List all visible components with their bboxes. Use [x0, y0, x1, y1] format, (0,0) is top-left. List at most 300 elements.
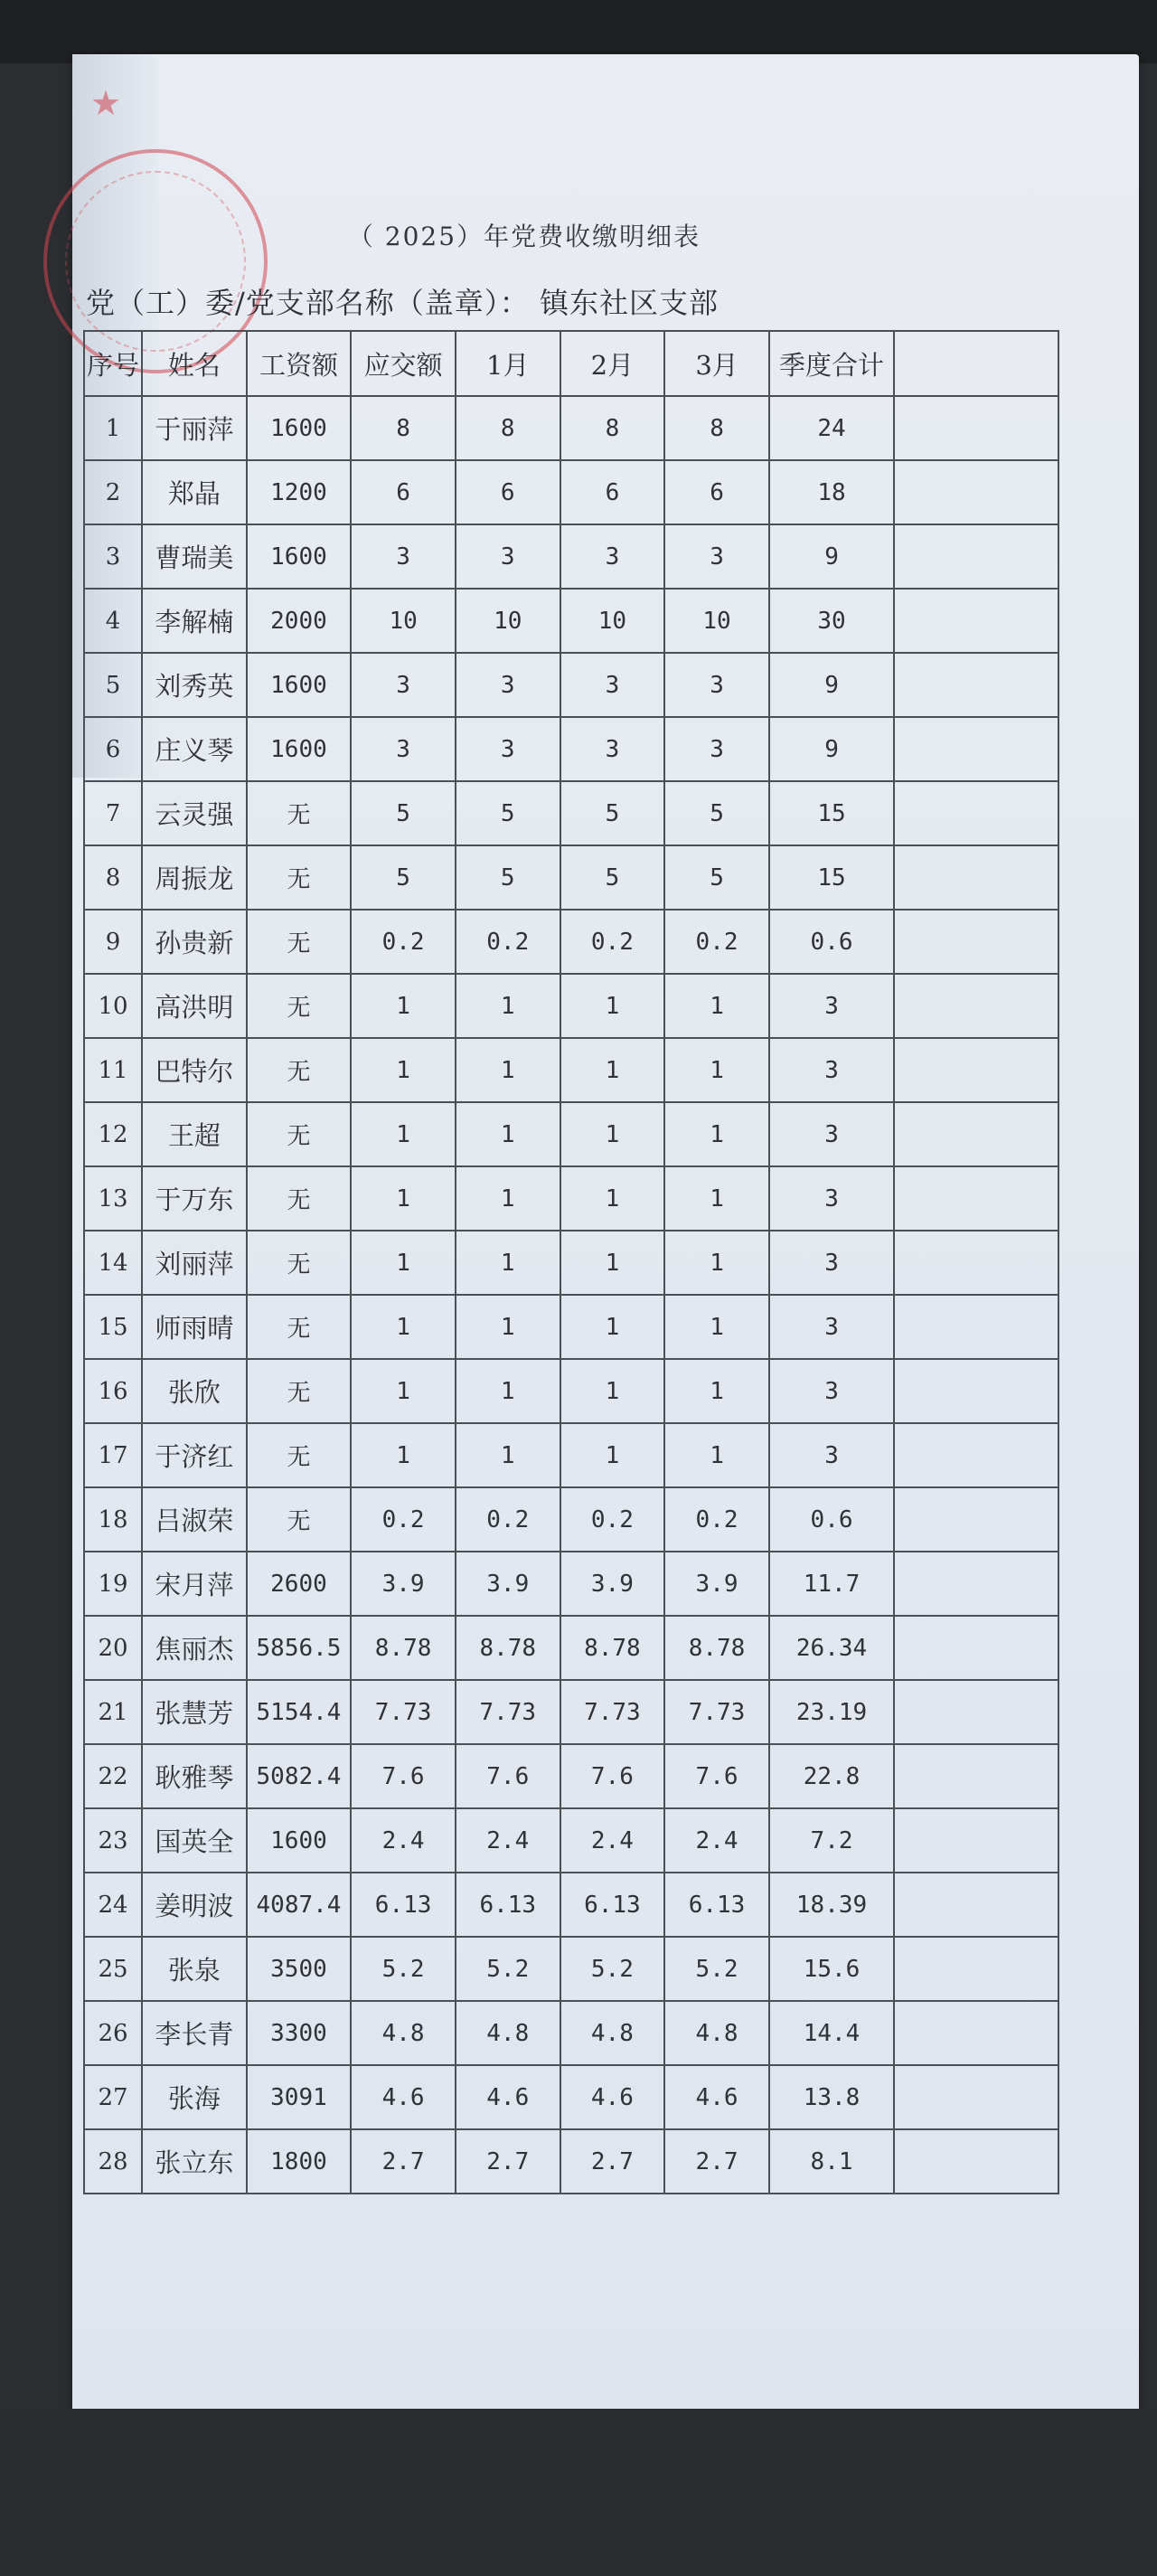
- month-3-cell: 1: [664, 1038, 769, 1102]
- salary-cell: 无: [247, 781, 352, 845]
- month-2-cell: 4.8: [560, 2001, 665, 2065]
- due-amount-cell: 3: [351, 653, 456, 717]
- table-row: [84, 845, 1058, 910]
- month-3-cell: 10: [664, 589, 769, 653]
- blank-cell: [894, 1680, 1058, 1744]
- salary-cell: 1200: [247, 460, 352, 524]
- table-row: [84, 1552, 1058, 1616]
- month-2-cell: 7.73: [560, 1680, 665, 1744]
- quarter-total-cell: 3: [769, 1166, 894, 1231]
- quarter-total-cell: 14.4: [769, 2001, 894, 2065]
- due-amount-cell: 1: [351, 1359, 456, 1423]
- month-2-cell: 0.2: [560, 910, 665, 974]
- month-1-cell: 3.9: [456, 1552, 560, 1616]
- header-due: 应交额: [351, 331, 456, 396]
- quarter-total-cell: 3: [769, 1359, 894, 1423]
- quarter-total-cell: 9: [769, 524, 894, 589]
- due-amount-cell: 1: [351, 1295, 456, 1359]
- member-name: 张慧芳: [142, 1680, 247, 1744]
- month-1-cell: 1: [456, 1359, 560, 1423]
- quarter-total-cell: 18: [769, 460, 894, 524]
- month-1-cell: 3: [456, 524, 560, 589]
- salary-cell: 1600: [247, 717, 352, 781]
- seal-star-icon: ★: [90, 83, 122, 123]
- table-row: [84, 1808, 1058, 1873]
- salary-cell: 5856.5: [247, 1616, 352, 1680]
- member-name: 刘秀英: [142, 653, 247, 717]
- month-2-cell: 5.2: [560, 1937, 665, 2001]
- month-3-cell: 6.13: [664, 1873, 769, 1937]
- row-number: 28: [84, 2129, 142, 2194]
- salary-cell: 无: [247, 1359, 352, 1423]
- month-2-cell: 8.78: [560, 1616, 665, 1680]
- member-name: 云灵强: [142, 781, 247, 845]
- month-1-cell: 6.13: [456, 1873, 560, 1937]
- table-row: [84, 1616, 1058, 1680]
- table-row: [84, 1231, 1058, 1295]
- quarter-total-cell: 15: [769, 845, 894, 910]
- blank-cell: [894, 1744, 1058, 1808]
- month-2-cell: 2.7: [560, 2129, 665, 2194]
- quarter-total-cell: 18.39: [769, 1873, 894, 1937]
- table-row: [84, 974, 1058, 1038]
- salary-cell: 无: [247, 1102, 352, 1166]
- table-row: [84, 1937, 1058, 2001]
- quarter-total-cell: 3: [769, 1423, 894, 1487]
- due-amount-cell: 3: [351, 524, 456, 589]
- due-amount-cell: 4.8: [351, 2001, 456, 2065]
- month-1-cell: 3: [456, 653, 560, 717]
- row-number: 27: [84, 2065, 142, 2129]
- month-3-cell: 3.9: [664, 1552, 769, 1616]
- due-amount-cell: 0.2: [351, 910, 456, 974]
- table-row: [84, 2065, 1058, 2129]
- row-number: 3: [84, 524, 142, 589]
- salary-cell: 1800: [247, 2129, 352, 2194]
- month-3-cell: 8: [664, 396, 769, 460]
- member-name: 郑晶: [142, 460, 247, 524]
- month-1-cell: 1: [456, 1423, 560, 1487]
- member-name: 张海: [142, 2065, 247, 2129]
- salary-cell: 5154.4: [247, 1680, 352, 1744]
- header-seq: 序号: [84, 331, 142, 396]
- member-name: 张泉: [142, 1937, 247, 2001]
- table-row: [84, 781, 1058, 845]
- row-number: 16: [84, 1359, 142, 1423]
- blank-cell: [894, 910, 1058, 974]
- month-1-cell: 10: [456, 589, 560, 653]
- month-2-cell: 3: [560, 653, 665, 717]
- month-3-cell: 6: [664, 460, 769, 524]
- month-1-cell: 0.2: [456, 1487, 560, 1552]
- month-1-cell: 5: [456, 781, 560, 845]
- quarter-total-cell: 3: [769, 1295, 894, 1359]
- member-name: 于丽萍: [142, 396, 247, 460]
- document-title: （ 2025）年党费收缴明细表: [347, 222, 701, 251]
- row-number: 2: [84, 460, 142, 524]
- month-2-cell: 5: [560, 845, 665, 910]
- table-row: [84, 2129, 1058, 2194]
- header-quarter-total: 季度合计: [769, 331, 894, 396]
- member-name: 师雨晴: [142, 1295, 247, 1359]
- month-3-cell: 7.6: [664, 1744, 769, 1808]
- member-name: 焦丽杰: [142, 1616, 247, 1680]
- table-row: [84, 1873, 1058, 1937]
- due-amount-cell: 4.6: [351, 2065, 456, 2129]
- quarter-total-cell: 3: [769, 1038, 894, 1102]
- due-amount-cell: 1: [351, 1038, 456, 1102]
- month-2-cell: 3.9: [560, 1552, 665, 1616]
- quarter-total-cell: 23.19: [769, 1680, 894, 1744]
- row-number: 10: [84, 974, 142, 1038]
- row-number: 23: [84, 1808, 142, 1873]
- blank-cell: [894, 2065, 1058, 2129]
- month-1-cell: 5: [456, 845, 560, 910]
- row-number: 7: [84, 781, 142, 845]
- due-amount-cell: 1: [351, 1423, 456, 1487]
- month-1-cell: 1: [456, 1295, 560, 1359]
- month-3-cell: 1: [664, 1166, 769, 1231]
- fee-table-body: [84, 396, 1058, 2194]
- month-2-cell: 0.2: [560, 1487, 665, 1552]
- header-month-3: 3月: [664, 331, 769, 396]
- month-3-cell: 5: [664, 781, 769, 845]
- month-2-cell: 4.6: [560, 2065, 665, 2129]
- row-number: 20: [84, 1616, 142, 1680]
- blank-cell: [894, 1295, 1058, 1359]
- month-1-cell: 1: [456, 1102, 560, 1166]
- blank-cell: [894, 1423, 1058, 1487]
- month-1-cell: 2.4: [456, 1808, 560, 1873]
- month-3-cell: 2.7: [664, 2129, 769, 2194]
- salary-cell: 无: [247, 1231, 352, 1295]
- month-3-cell: 1: [664, 1231, 769, 1295]
- month-1-cell: 0.2: [456, 910, 560, 974]
- salary-cell: 2000: [247, 589, 352, 653]
- month-3-cell: 8.78: [664, 1616, 769, 1680]
- blank-cell: [894, 717, 1058, 781]
- month-3-cell: 0.2: [664, 1487, 769, 1552]
- table-row: [84, 1038, 1058, 1102]
- salary-cell: 4087.4: [247, 1873, 352, 1937]
- month-3-cell: 2.4: [664, 1808, 769, 1873]
- blank-cell: [894, 653, 1058, 717]
- salary-cell: 1600: [247, 524, 352, 589]
- salary-cell: 无: [247, 910, 352, 974]
- blank-cell: [894, 1808, 1058, 1873]
- salary-cell: 无: [247, 974, 352, 1038]
- month-1-cell: 1: [456, 1166, 560, 1231]
- member-name: 曹瑞美: [142, 524, 247, 589]
- month-2-cell: 1: [560, 1102, 665, 1166]
- blank-cell: [894, 1937, 1058, 2001]
- due-amount-cell: 0.2: [351, 1487, 456, 1552]
- due-amount-cell: 1: [351, 974, 456, 1038]
- due-amount-cell: 5: [351, 845, 456, 910]
- member-name: 宋月萍: [142, 1552, 247, 1616]
- table-row: [84, 396, 1058, 460]
- quarter-total-cell: 0.6: [769, 1487, 894, 1552]
- month-3-cell: 3: [664, 524, 769, 589]
- month-3-cell: 1: [664, 1295, 769, 1359]
- unit-name: 镇东社区支部: [539, 286, 719, 320]
- table-row: [84, 1166, 1058, 1231]
- blank-cell: [894, 1616, 1058, 1680]
- table-row: [84, 653, 1058, 717]
- month-2-cell: 1: [560, 1423, 665, 1487]
- table-row: [84, 1744, 1058, 1808]
- salary-cell: 3500: [247, 1937, 352, 2001]
- row-number: 15: [84, 1295, 142, 1359]
- quarter-total-cell: 30: [769, 589, 894, 653]
- member-name: 张立东: [142, 2129, 247, 2194]
- quarter-total-cell: 22.8: [769, 1744, 894, 1808]
- member-name: 王超: [142, 1102, 247, 1166]
- month-3-cell: 0.2: [664, 910, 769, 974]
- unit-label: 党（工）委/党支部名称（盖章）：: [86, 286, 530, 320]
- fee-table-header: [84, 331, 1058, 396]
- header-name: 姓名: [142, 331, 247, 396]
- member-name: 耿雅琴: [142, 1744, 247, 1808]
- month-3-cell: 4.8: [664, 2001, 769, 2065]
- month-2-cell: 1: [560, 1038, 665, 1102]
- row-number: 17: [84, 1423, 142, 1487]
- member-name: 孙贵新: [142, 910, 247, 974]
- table-row: [84, 910, 1058, 974]
- salary-cell: 无: [247, 1487, 352, 1552]
- row-number: 1: [84, 396, 142, 460]
- due-amount-cell: 1: [351, 1102, 456, 1166]
- month-3-cell: 3: [664, 717, 769, 781]
- quarter-total-cell: 15.6: [769, 1937, 894, 2001]
- table-row: [84, 2001, 1058, 2065]
- month-2-cell: 1: [560, 1231, 665, 1295]
- quarter-total-cell: 3: [769, 974, 894, 1038]
- month-3-cell: 1: [664, 1423, 769, 1487]
- month-1-cell: 2.7: [456, 2129, 560, 2194]
- blank-cell: [894, 845, 1058, 910]
- row-number: 8: [84, 845, 142, 910]
- month-1-cell: 4.8: [456, 2001, 560, 2065]
- row-number: 11: [84, 1038, 142, 1102]
- salary-cell: 1600: [247, 1808, 352, 1873]
- quarter-total-cell: 13.8: [769, 2065, 894, 2129]
- due-amount-cell: 5.2: [351, 1937, 456, 2001]
- month-1-cell: 8.78: [456, 1616, 560, 1680]
- table-row: [84, 1680, 1058, 1744]
- unit-line: [86, 280, 719, 322]
- quarter-total-cell: 3: [769, 1231, 894, 1295]
- blank-cell: [894, 1231, 1058, 1295]
- month-3-cell: 1: [664, 1359, 769, 1423]
- table-row: [84, 460, 1058, 524]
- member-name: 李长青: [142, 2001, 247, 2065]
- blank-cell: [894, 1873, 1058, 1937]
- salary-cell: 无: [247, 1166, 352, 1231]
- blank-cell: [894, 1038, 1058, 1102]
- fee-table: [83, 330, 1059, 2194]
- salary-cell: 无: [247, 845, 352, 910]
- blank-cell: [894, 460, 1058, 524]
- member-name: 国英全: [142, 1808, 247, 1873]
- due-amount-cell: 3: [351, 717, 456, 781]
- month-2-cell: 6.13: [560, 1873, 665, 1937]
- quarter-total-cell: 11.7: [769, 1552, 894, 1616]
- blank-cell: [894, 1487, 1058, 1552]
- row-number: 5: [84, 653, 142, 717]
- month-3-cell: 1: [664, 1102, 769, 1166]
- quarter-total-cell: 24: [769, 396, 894, 460]
- month-2-cell: 10: [560, 589, 665, 653]
- blank-cell: [894, 1166, 1058, 1231]
- due-amount-cell: 5: [351, 781, 456, 845]
- quarter-total-cell: 0.6: [769, 910, 894, 974]
- blank-cell: [894, 1359, 1058, 1423]
- background-bottom-edge: [0, 2409, 1157, 2576]
- month-2-cell: 1: [560, 974, 665, 1038]
- member-name: 于万东: [142, 1166, 247, 1231]
- due-amount-cell: 1: [351, 1231, 456, 1295]
- month-3-cell: 1: [664, 974, 769, 1038]
- month-3-cell: 5: [664, 845, 769, 910]
- quarter-total-cell: 15: [769, 781, 894, 845]
- blank-cell: [894, 1552, 1058, 1616]
- quarter-total-cell: 8.1: [769, 2129, 894, 2194]
- row-number: 19: [84, 1552, 142, 1616]
- due-amount-cell: 8.78: [351, 1616, 456, 1680]
- due-amount-cell: 7.73: [351, 1680, 456, 1744]
- member-name: 庄义琴: [142, 717, 247, 781]
- member-name: 巴特尔: [142, 1038, 247, 1102]
- table-row: [84, 524, 1058, 589]
- header-salary: 工资额: [247, 331, 352, 396]
- month-1-cell: 8: [456, 396, 560, 460]
- month-3-cell: 4.6: [664, 2065, 769, 2129]
- member-name: 吕淑荣: [142, 1487, 247, 1552]
- row-number: 26: [84, 2001, 142, 2065]
- blank-cell: [894, 974, 1058, 1038]
- month-1-cell: 5.2: [456, 1937, 560, 2001]
- quarter-total-cell: 26.34: [769, 1616, 894, 1680]
- due-amount-cell: 8: [351, 396, 456, 460]
- header-month-1: 1月: [456, 331, 560, 396]
- member-name: 李解楠: [142, 589, 247, 653]
- blank-cell: [894, 396, 1058, 460]
- row-number: 13: [84, 1166, 142, 1231]
- blank-cell: [894, 1102, 1058, 1166]
- salary-cell: 1600: [247, 653, 352, 717]
- salary-cell: 无: [247, 1038, 352, 1102]
- due-amount-cell: 7.6: [351, 1744, 456, 1808]
- month-2-cell: 6: [560, 460, 665, 524]
- table-row: [84, 1102, 1058, 1166]
- quarter-total-cell: 3: [769, 1102, 894, 1166]
- month-3-cell: 3: [664, 653, 769, 717]
- blank-cell: [894, 2001, 1058, 2065]
- salary-cell: 2600: [247, 1552, 352, 1616]
- blank-cell: [894, 589, 1058, 653]
- due-amount-cell: 6.13: [351, 1873, 456, 1937]
- header-blank: [894, 331, 1058, 396]
- table-row: [84, 1487, 1058, 1552]
- month-1-cell: 1: [456, 1038, 560, 1102]
- row-number: 14: [84, 1231, 142, 1295]
- row-number: 25: [84, 1937, 142, 2001]
- due-amount-cell: 10: [351, 589, 456, 653]
- month-1-cell: 4.6: [456, 2065, 560, 2129]
- month-1-cell: 3: [456, 717, 560, 781]
- month-2-cell: 3: [560, 524, 665, 589]
- month-2-cell: 1: [560, 1166, 665, 1231]
- official-seal-inner-ring: [65, 171, 246, 352]
- quarter-total-cell: 9: [769, 653, 894, 717]
- member-name: 张欣: [142, 1359, 247, 1423]
- salary-cell: 无: [247, 1295, 352, 1359]
- table-row: [84, 1359, 1058, 1423]
- month-2-cell: 7.6: [560, 1744, 665, 1808]
- blank-cell: [894, 2129, 1058, 2194]
- month-1-cell: 7.73: [456, 1680, 560, 1744]
- due-amount-cell: 2.4: [351, 1808, 456, 1873]
- row-number: 6: [84, 717, 142, 781]
- table-row: [84, 717, 1058, 781]
- row-number: 12: [84, 1102, 142, 1166]
- quarter-total-cell: 7.2: [769, 1808, 894, 1873]
- month-2-cell: 8: [560, 396, 665, 460]
- row-number: 9: [84, 910, 142, 974]
- member-name: 刘丽萍: [142, 1231, 247, 1295]
- due-amount-cell: 6: [351, 460, 456, 524]
- table-row: [84, 589, 1058, 653]
- salary-cell: 5082.4: [247, 1744, 352, 1808]
- row-number: 22: [84, 1744, 142, 1808]
- row-number: 24: [84, 1873, 142, 1937]
- header-row: [84, 331, 1058, 396]
- row-number: 18: [84, 1487, 142, 1552]
- salary-cell: 1600: [247, 396, 352, 460]
- row-number: 21: [84, 1680, 142, 1744]
- member-name: 周振龙: [142, 845, 247, 910]
- month-3-cell: 5.2: [664, 1937, 769, 2001]
- month-3-cell: 7.73: [664, 1680, 769, 1744]
- member-name: 高洪明: [142, 974, 247, 1038]
- member-name: 于济红: [142, 1423, 247, 1487]
- month-1-cell: 6: [456, 460, 560, 524]
- quarter-total-cell: 9: [769, 717, 894, 781]
- month-2-cell: 2.4: [560, 1808, 665, 1873]
- header-month-2: 2月: [560, 331, 665, 396]
- salary-cell: 无: [247, 1423, 352, 1487]
- blank-cell: [894, 781, 1058, 845]
- month-2-cell: 1: [560, 1359, 665, 1423]
- table-row: [84, 1295, 1058, 1359]
- month-2-cell: 3: [560, 717, 665, 781]
- month-1-cell: 1: [456, 974, 560, 1038]
- month-1-cell: 1: [456, 1231, 560, 1295]
- month-1-cell: 7.6: [456, 1744, 560, 1808]
- month-2-cell: 1: [560, 1295, 665, 1359]
- row-number: 4: [84, 589, 142, 653]
- salary-cell: 3091: [247, 2065, 352, 2129]
- member-name: 姜明波: [142, 1873, 247, 1937]
- blank-cell: [894, 524, 1058, 589]
- salary-cell: 3300: [247, 2001, 352, 2065]
- month-2-cell: 5: [560, 781, 665, 845]
- due-amount-cell: 3.9: [351, 1552, 456, 1616]
- due-amount-cell: 2.7: [351, 2129, 456, 2194]
- table-row: [84, 1423, 1058, 1487]
- due-amount-cell: 1: [351, 1166, 456, 1231]
